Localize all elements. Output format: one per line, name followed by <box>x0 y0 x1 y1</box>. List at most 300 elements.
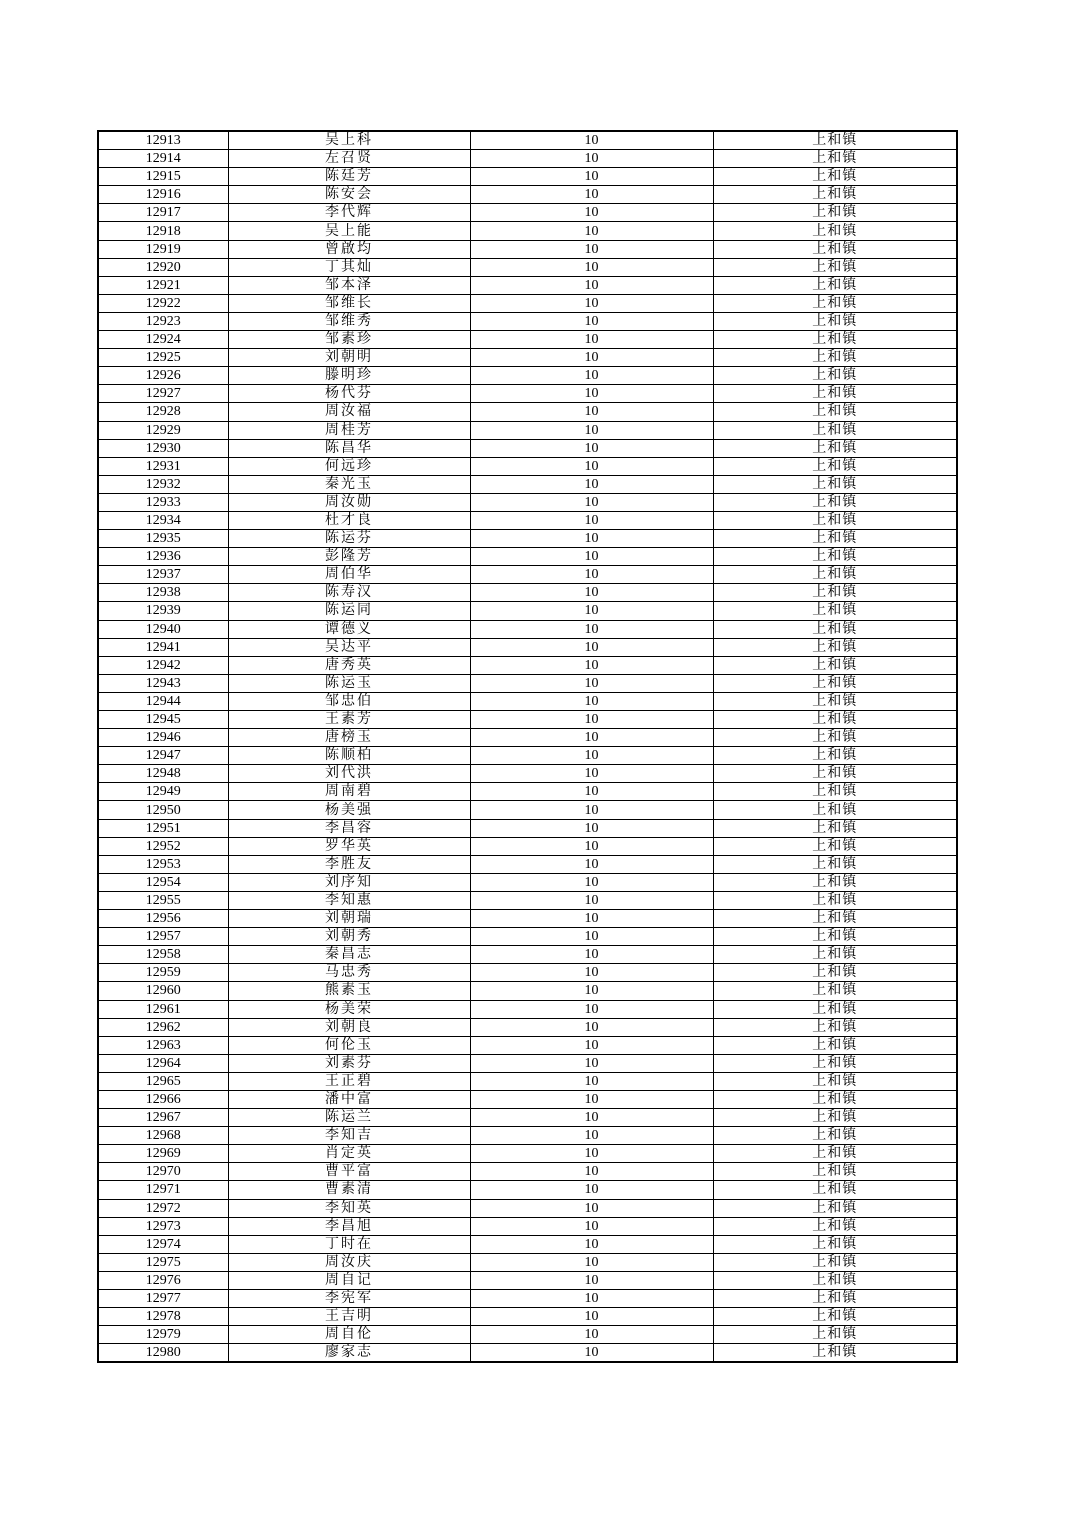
table-row <box>98 584 957 602</box>
amount-cell: 10 <box>470 602 713 620</box>
name-cell: 何远珍 <box>228 457 470 475</box>
town-cell: 上和镇 <box>713 186 957 204</box>
id-cell: 12978 <box>98 1308 228 1326</box>
name-cell: 陈运玉 <box>228 674 470 692</box>
name-cell: 陈顺柏 <box>228 747 470 765</box>
id-cell: 12970 <box>98 1163 228 1181</box>
id-cell: 12964 <box>98 1054 228 1072</box>
amount-cell: 10 <box>470 946 713 964</box>
id-cell: 12969 <box>98 1145 228 1163</box>
name-cell: 罗华英 <box>228 837 470 855</box>
id-cell: 12976 <box>98 1271 228 1289</box>
name-cell: 吴上能 <box>228 222 470 240</box>
town-cell: 上和镇 <box>713 1109 957 1127</box>
id-cell: 12975 <box>98 1253 228 1271</box>
town-cell: 上和镇 <box>713 674 957 692</box>
amount-cell: 10 <box>470 1000 713 1018</box>
name-cell: 李胜友 <box>228 855 470 873</box>
id-cell: 12921 <box>98 276 228 294</box>
name-cell: 唐榜玉 <box>228 729 470 747</box>
id-cell: 12937 <box>98 566 228 584</box>
town-cell: 上和镇 <box>713 240 957 258</box>
name-cell: 肖定英 <box>228 1145 470 1163</box>
table-row <box>98 837 957 855</box>
table-row <box>98 276 957 294</box>
name-cell: 周南碧 <box>228 783 470 801</box>
amount-cell: 10 <box>470 475 713 493</box>
amount-cell: 10 <box>470 222 713 240</box>
id-cell: 12922 <box>98 294 228 312</box>
id-cell: 12971 <box>98 1181 228 1199</box>
town-cell: 上和镇 <box>713 1217 957 1235</box>
table-row <box>98 620 957 638</box>
id-cell: 12980 <box>98 1344 228 1363</box>
town-cell: 上和镇 <box>713 692 957 710</box>
amount-cell: 10 <box>470 837 713 855</box>
name-cell: 邹忠伯 <box>228 692 470 710</box>
name-cell: 陈安会 <box>228 186 470 204</box>
amount-cell: 10 <box>470 1127 713 1145</box>
table-row <box>98 385 957 403</box>
town-cell: 上和镇 <box>713 1181 957 1199</box>
id-cell: 12972 <box>98 1199 228 1217</box>
table-row <box>98 150 957 168</box>
amount-cell: 10 <box>470 1199 713 1217</box>
name-cell: 邹本泽 <box>228 276 470 294</box>
amount-cell: 10 <box>470 511 713 529</box>
table-row <box>98 765 957 783</box>
table-row <box>98 331 957 349</box>
id-cell: 12954 <box>98 873 228 891</box>
amount-cell: 10 <box>470 801 713 819</box>
amount-cell: 10 <box>470 131 713 150</box>
table-row <box>98 891 957 909</box>
id-cell: 12962 <box>98 1018 228 1036</box>
table-row <box>98 855 957 873</box>
town-cell: 上和镇 <box>713 602 957 620</box>
amount-cell: 10 <box>470 367 713 385</box>
id-cell: 12953 <box>98 855 228 873</box>
name-cell: 刘朝瑞 <box>228 910 470 928</box>
name-cell: 李知惠 <box>228 891 470 909</box>
table-row <box>98 222 957 240</box>
id-cell: 12963 <box>98 1036 228 1054</box>
amount-cell: 10 <box>470 674 713 692</box>
name-cell: 周自记 <box>228 1271 470 1289</box>
town-cell: 上和镇 <box>713 349 957 367</box>
amount-cell: 10 <box>470 1109 713 1127</box>
name-cell: 谭德义 <box>228 620 470 638</box>
id-cell: 12961 <box>98 1000 228 1018</box>
amount-cell: 10 <box>470 747 713 765</box>
id-cell: 12959 <box>98 964 228 982</box>
town-cell: 上和镇 <box>713 711 957 729</box>
id-cell: 12966 <box>98 1090 228 1108</box>
table-row <box>98 421 957 439</box>
amount-cell: 10 <box>470 548 713 566</box>
id-cell: 12946 <box>98 729 228 747</box>
name-cell: 王正碧 <box>228 1072 470 1090</box>
amount-cell: 10 <box>470 819 713 837</box>
town-cell: 上和镇 <box>713 1199 957 1217</box>
id-cell: 12933 <box>98 493 228 511</box>
id-cell: 12931 <box>98 457 228 475</box>
amount-cell: 10 <box>470 240 713 258</box>
table-row <box>98 475 957 493</box>
amount-cell: 10 <box>470 692 713 710</box>
amount-cell: 10 <box>470 566 713 584</box>
name-cell: 吴上科 <box>228 131 470 150</box>
id-cell: 12929 <box>98 421 228 439</box>
amount-cell: 10 <box>470 1181 713 1199</box>
name-cell: 滕明珍 <box>228 367 470 385</box>
id-cell: 12943 <box>98 674 228 692</box>
town-cell: 上和镇 <box>713 131 957 150</box>
name-cell: 杨美强 <box>228 801 470 819</box>
amount-cell: 10 <box>470 783 713 801</box>
table-row <box>98 873 957 891</box>
town-cell: 上和镇 <box>713 819 957 837</box>
amount-cell: 10 <box>470 276 713 294</box>
table-row <box>98 548 957 566</box>
table-row <box>98 1127 957 1145</box>
town-cell: 上和镇 <box>713 1344 957 1363</box>
id-cell: 12956 <box>98 910 228 928</box>
name-cell: 熊素玉 <box>228 982 470 1000</box>
amount-cell: 10 <box>470 168 713 186</box>
name-cell: 陈运同 <box>228 602 470 620</box>
id-cell: 12951 <box>98 819 228 837</box>
table-row <box>98 1072 957 1090</box>
table-row <box>98 602 957 620</box>
town-cell: 上和镇 <box>713 385 957 403</box>
town-cell: 上和镇 <box>713 312 957 330</box>
name-cell: 陈昌华 <box>228 439 470 457</box>
id-cell: 12939 <box>98 602 228 620</box>
id-cell: 12940 <box>98 620 228 638</box>
id-cell: 12928 <box>98 403 228 421</box>
name-cell: 王吉明 <box>228 1308 470 1326</box>
table-row <box>98 1000 957 1018</box>
name-cell: 邹素珍 <box>228 331 470 349</box>
town-cell: 上和镇 <box>713 258 957 276</box>
amount-cell: 10 <box>470 204 713 222</box>
town-cell: 上和镇 <box>713 1145 957 1163</box>
name-cell: 李知吉 <box>228 1127 470 1145</box>
id-cell: 12967 <box>98 1109 228 1127</box>
name-cell: 吴达平 <box>228 638 470 656</box>
id-cell: 12957 <box>98 928 228 946</box>
town-cell: 上和镇 <box>713 1308 957 1326</box>
amount-cell: 10 <box>470 1090 713 1108</box>
id-cell: 12979 <box>98 1326 228 1344</box>
name-cell: 刘朝明 <box>228 349 470 367</box>
town-cell: 上和镇 <box>713 439 957 457</box>
table-row <box>98 168 957 186</box>
town-cell: 上和镇 <box>713 801 957 819</box>
table-row <box>98 1290 957 1308</box>
table-row <box>98 439 957 457</box>
amount-cell: 10 <box>470 1271 713 1289</box>
name-cell: 李昌容 <box>228 819 470 837</box>
town-cell: 上和镇 <box>713 1253 957 1271</box>
amount-cell: 10 <box>470 1235 713 1253</box>
town-cell: 上和镇 <box>713 765 957 783</box>
table-row <box>98 1163 957 1181</box>
id-cell: 12935 <box>98 530 228 548</box>
town-cell: 上和镇 <box>713 910 957 928</box>
town-cell: 上和镇 <box>713 1290 957 1308</box>
town-cell: 上和镇 <box>713 946 957 964</box>
town-cell: 上和镇 <box>713 584 957 602</box>
table-row <box>98 1145 957 1163</box>
table-row <box>98 964 957 982</box>
amount-cell: 10 <box>470 910 713 928</box>
town-cell: 上和镇 <box>713 530 957 548</box>
table-row <box>98 656 957 674</box>
id-cell: 12965 <box>98 1072 228 1090</box>
table-row <box>98 1253 957 1271</box>
name-cell: 周桂芳 <box>228 421 470 439</box>
town-cell: 上和镇 <box>713 367 957 385</box>
amount-cell: 10 <box>470 186 713 204</box>
name-cell: 李知英 <box>228 1199 470 1217</box>
town-cell: 上和镇 <box>713 1000 957 1018</box>
name-cell: 何伦玉 <box>228 1036 470 1054</box>
id-cell: 12942 <box>98 656 228 674</box>
amount-cell: 10 <box>470 964 713 982</box>
table-row <box>98 1326 957 1344</box>
amount-cell: 10 <box>470 457 713 475</box>
name-cell: 周自伦 <box>228 1326 470 1344</box>
name-cell: 刘序知 <box>228 873 470 891</box>
amount-cell: 10 <box>470 1072 713 1090</box>
amount-cell: 10 <box>470 150 713 168</box>
id-cell: 12918 <box>98 222 228 240</box>
name-cell: 丁其灿 <box>228 258 470 276</box>
town-cell: 上和镇 <box>713 1163 957 1181</box>
table-row <box>98 1217 957 1235</box>
table-row <box>98 711 957 729</box>
amount-cell: 10 <box>470 873 713 891</box>
amount-cell: 10 <box>470 1163 713 1181</box>
id-cell: 12977 <box>98 1290 228 1308</box>
town-cell: 上和镇 <box>713 891 957 909</box>
table-row <box>98 1235 957 1253</box>
town-cell: 上和镇 <box>713 1072 957 1090</box>
table-row <box>98 294 957 312</box>
id-cell: 12960 <box>98 982 228 1000</box>
amount-cell: 10 <box>470 1308 713 1326</box>
name-cell: 周汝福 <box>228 403 470 421</box>
town-cell: 上和镇 <box>713 1326 957 1344</box>
name-cell: 刘朝良 <box>228 1018 470 1036</box>
amount-cell: 10 <box>470 1145 713 1163</box>
amount-cell: 10 <box>470 493 713 511</box>
town-cell: 上和镇 <box>713 1127 957 1145</box>
table-row <box>98 819 957 837</box>
table-row <box>98 638 957 656</box>
name-cell: 陈廷芳 <box>228 168 470 186</box>
id-cell: 12938 <box>98 584 228 602</box>
town-cell: 上和镇 <box>713 747 957 765</box>
id-cell: 12927 <box>98 385 228 403</box>
amount-cell: 10 <box>470 765 713 783</box>
id-cell: 12919 <box>98 240 228 258</box>
name-cell: 李宪军 <box>228 1290 470 1308</box>
town-cell: 上和镇 <box>713 276 957 294</box>
town-cell: 上和镇 <box>713 837 957 855</box>
id-cell: 12955 <box>98 891 228 909</box>
name-cell: 陈运芬 <box>228 530 470 548</box>
table-row <box>98 1181 957 1199</box>
town-cell: 上和镇 <box>713 421 957 439</box>
name-cell: 曾啟均 <box>228 240 470 258</box>
table-row <box>98 312 957 330</box>
town-cell: 上和镇 <box>713 855 957 873</box>
town-cell: 上和镇 <box>713 1235 957 1253</box>
name-cell: 邹维秀 <box>228 312 470 330</box>
amount-cell: 10 <box>470 1326 713 1344</box>
name-cell: 刘素芬 <box>228 1054 470 1072</box>
name-cell: 刘朝秀 <box>228 928 470 946</box>
town-cell: 上和镇 <box>713 964 957 982</box>
name-cell: 彭隆芳 <box>228 548 470 566</box>
table-row <box>98 186 957 204</box>
amount-cell: 10 <box>470 258 713 276</box>
name-cell: 陈运兰 <box>228 1109 470 1127</box>
id-cell: 12925 <box>98 349 228 367</box>
table-row <box>98 511 957 529</box>
id-cell: 12950 <box>98 801 228 819</box>
amount-cell: 10 <box>470 855 713 873</box>
amount-cell: 10 <box>470 891 713 909</box>
town-cell: 上和镇 <box>713 729 957 747</box>
id-cell: 12924 <box>98 331 228 349</box>
amount-cell: 10 <box>470 1253 713 1271</box>
amount-cell: 10 <box>470 638 713 656</box>
town-cell: 上和镇 <box>713 1054 957 1072</box>
id-cell: 12941 <box>98 638 228 656</box>
name-cell: 丁时在 <box>228 1235 470 1253</box>
town-cell: 上和镇 <box>713 475 957 493</box>
records-table <box>97 130 958 1363</box>
table-row <box>98 1199 957 1217</box>
amount-cell: 10 <box>470 331 713 349</box>
amount-cell: 10 <box>470 312 713 330</box>
id-cell: 12945 <box>98 711 228 729</box>
id-cell: 12936 <box>98 548 228 566</box>
amount-cell: 10 <box>470 403 713 421</box>
amount-cell: 10 <box>470 1036 713 1054</box>
id-cell: 12920 <box>98 258 228 276</box>
table-row <box>98 131 957 150</box>
table-row <box>98 674 957 692</box>
amount-cell: 10 <box>470 294 713 312</box>
amount-cell: 10 <box>470 928 713 946</box>
amount-cell: 10 <box>470 620 713 638</box>
id-cell: 12973 <box>98 1217 228 1235</box>
name-cell: 李昌旭 <box>228 1217 470 1235</box>
town-cell: 上和镇 <box>713 457 957 475</box>
amount-cell: 10 <box>470 1217 713 1235</box>
id-cell: 12923 <box>98 312 228 330</box>
id-cell: 12916 <box>98 186 228 204</box>
table-row <box>98 801 957 819</box>
name-cell: 邹维长 <box>228 294 470 312</box>
name-cell: 周汝庆 <box>228 1253 470 1271</box>
id-cell: 12914 <box>98 150 228 168</box>
table-row <box>98 530 957 548</box>
amount-cell: 10 <box>470 1344 713 1363</box>
table-row <box>98 566 957 584</box>
town-cell: 上和镇 <box>713 783 957 801</box>
table-row <box>98 1054 957 1072</box>
table-row <box>98 204 957 222</box>
table-row <box>98 928 957 946</box>
town-cell: 上和镇 <box>713 294 957 312</box>
amount-cell: 10 <box>470 1018 713 1036</box>
name-cell: 杨美荣 <box>228 1000 470 1018</box>
amount-cell: 10 <box>470 729 713 747</box>
id-cell: 12915 <box>98 168 228 186</box>
amount-cell: 10 <box>470 1290 713 1308</box>
name-cell: 秦昌志 <box>228 946 470 964</box>
id-cell: 12917 <box>98 204 228 222</box>
town-cell: 上和镇 <box>713 1018 957 1036</box>
amount-cell: 10 <box>470 385 713 403</box>
town-cell: 上和镇 <box>713 873 957 891</box>
town-cell: 上和镇 <box>713 1271 957 1289</box>
town-cell: 上和镇 <box>713 511 957 529</box>
name-cell: 潘中富 <box>228 1090 470 1108</box>
name-cell: 周伯华 <box>228 566 470 584</box>
town-cell: 上和镇 <box>713 493 957 511</box>
name-cell: 刘代洪 <box>228 765 470 783</box>
table-row <box>98 1109 957 1127</box>
table-row <box>98 457 957 475</box>
id-cell: 12949 <box>98 783 228 801</box>
id-cell: 12930 <box>98 439 228 457</box>
amount-cell: 10 <box>470 982 713 1000</box>
records-table-body <box>98 131 957 1362</box>
id-cell: 12926 <box>98 367 228 385</box>
name-cell: 陈寿汉 <box>228 584 470 602</box>
id-cell: 12947 <box>98 747 228 765</box>
amount-cell: 10 <box>470 349 713 367</box>
town-cell: 上和镇 <box>713 150 957 168</box>
table-row <box>98 1271 957 1289</box>
name-cell: 杨代芬 <box>228 385 470 403</box>
id-cell: 12932 <box>98 475 228 493</box>
id-cell: 12968 <box>98 1127 228 1145</box>
town-cell: 上和镇 <box>713 1090 957 1108</box>
id-cell: 12958 <box>98 946 228 964</box>
town-cell: 上和镇 <box>713 222 957 240</box>
id-cell: 12948 <box>98 765 228 783</box>
table-row <box>98 1018 957 1036</box>
id-cell: 12974 <box>98 1235 228 1253</box>
table-row <box>98 729 957 747</box>
town-cell: 上和镇 <box>713 982 957 1000</box>
name-cell: 曹平富 <box>228 1163 470 1181</box>
table-row <box>98 692 957 710</box>
name-cell: 马忠秀 <box>228 964 470 982</box>
town-cell: 上和镇 <box>713 1036 957 1054</box>
town-cell: 上和镇 <box>713 656 957 674</box>
name-cell: 王素芳 <box>228 711 470 729</box>
table-row <box>98 403 957 421</box>
